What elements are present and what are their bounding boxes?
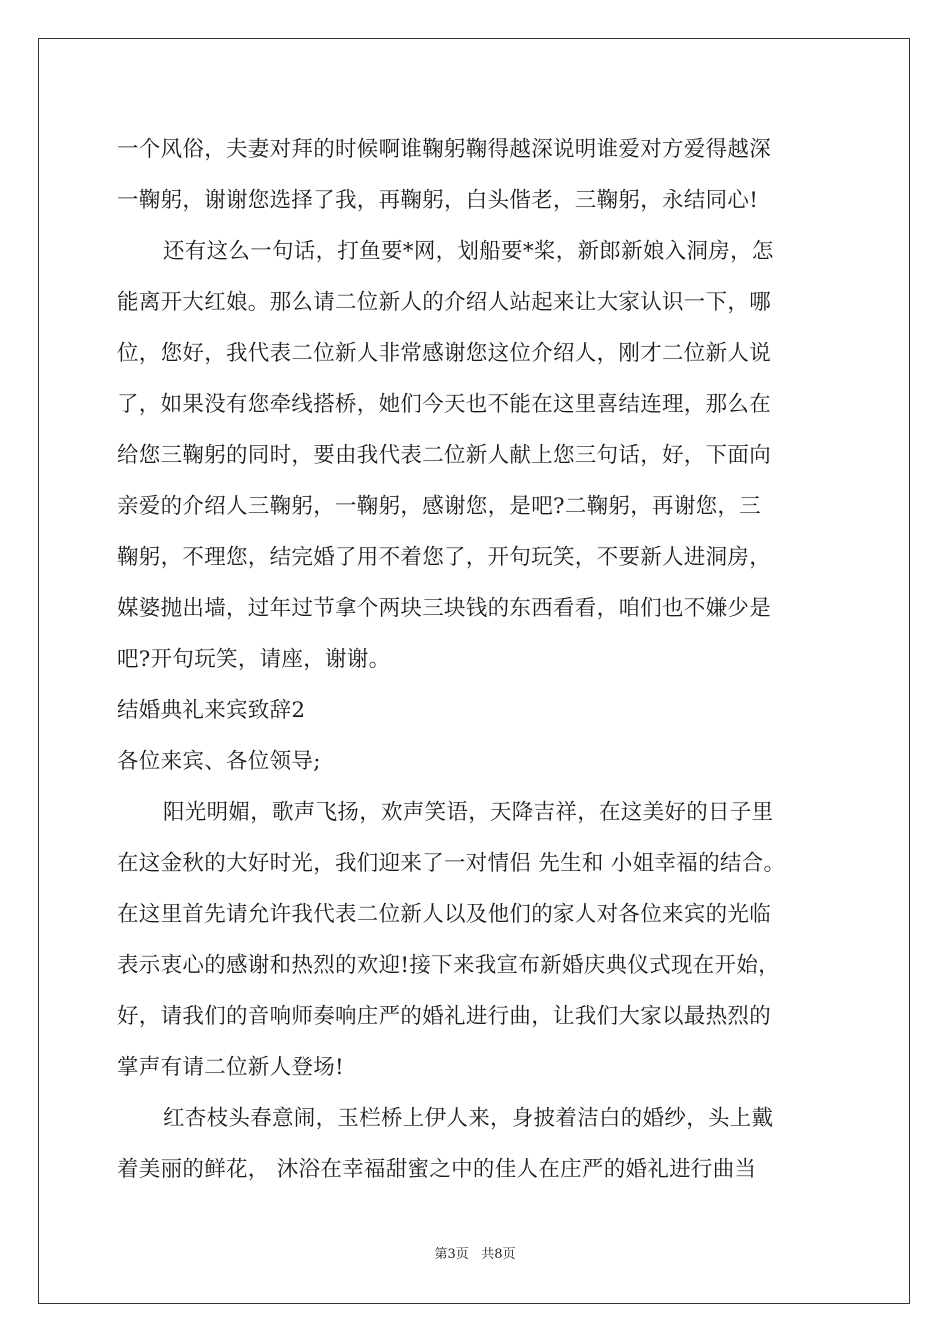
text-line: 能离开大红娘。那么请二位新人的介绍人站起来让大家认识一下，哪 [117,290,772,315]
paragraph-start: 红杏枝头春意闹，玉栏桥上伊人来，身披着洁白的婚纱，头上戴 [163,1106,774,1131]
text-line: 表示衷心的感谢和热烈的欢迎!接下来我宣布新婚庆典仪式现在开始， [117,953,780,978]
text-line: 一个风俗，夫妻对拜的时候啊谁鞠躬鞠得越深说明谁爱对方爱得越深 [117,137,772,162]
page-number: 第3页 [434,1247,469,1262]
text-line: 在这里首先请允许我代表二位新人以及他们的家人对各位来宾的光临 [117,902,772,927]
text-line: 鞠躬，不理您，结完婚了用不着您了，开句玩笑，不要新人进洞房， [117,545,772,570]
text-line: 位，您好，我代表二位新人非常感谢您这位介绍人，刚才二位新人说 [117,341,772,366]
salutation: 各位来宾、各位领导; [117,749,321,774]
text-line: 给您三鞠躬的同时，要由我代表二位新人献上您三句话，好，下面向 [117,443,772,468]
section-heading: 结婚典礼来宾致辞2 [117,698,306,723]
text-line: 一鞠躬，谢谢您选择了我，再鞠躬，白头偕老，三鞠躬，永结同心! [117,188,759,213]
text-line: 媒婆抛出墙，过年过节拿个两块三块钱的东西看看，咱们也不嫌少是 [117,596,772,621]
text-line: 着美丽的鲜花， 沐浴在幸福甜蜜之中的佳人在庄严的婚礼进行曲当 [117,1157,757,1182]
text-line: 亲爱的介绍人三鞠躬，一鞠躬，感谢您，是吧?二鞠躬，再谢您，三 [117,494,762,519]
document-body [117,124,839,1195]
text-line: 掌声有请二位新人登场! [117,1055,344,1080]
paragraph-start: 还有这么一句话，打鱼要*网，划船要*桨，新郎新娘入洞房，怎 [163,239,774,264]
paragraph-start: 阳光明媚，歌声飞扬，欢声笑语，天降吉祥，在这美好的日子里 [163,800,774,825]
page-footer [0,1246,950,1264]
text-line: 吧?开句玩笑，请座，谢谢。 [117,647,391,672]
text-line: 了，如果没有您牵线搭桥，她们今天也不能在这里喜结连理，那么在 [117,392,772,417]
text-line: 在这金秋的大好时光，我们迎来了一对情侣 先生和 小姐幸福的结合。 [117,851,786,876]
text-line: 好，请我们的音响师奏响庄严的婚礼进行曲，让我们大家以最热烈的 [117,1004,772,1029]
page-total: 共8页 [481,1247,516,1262]
